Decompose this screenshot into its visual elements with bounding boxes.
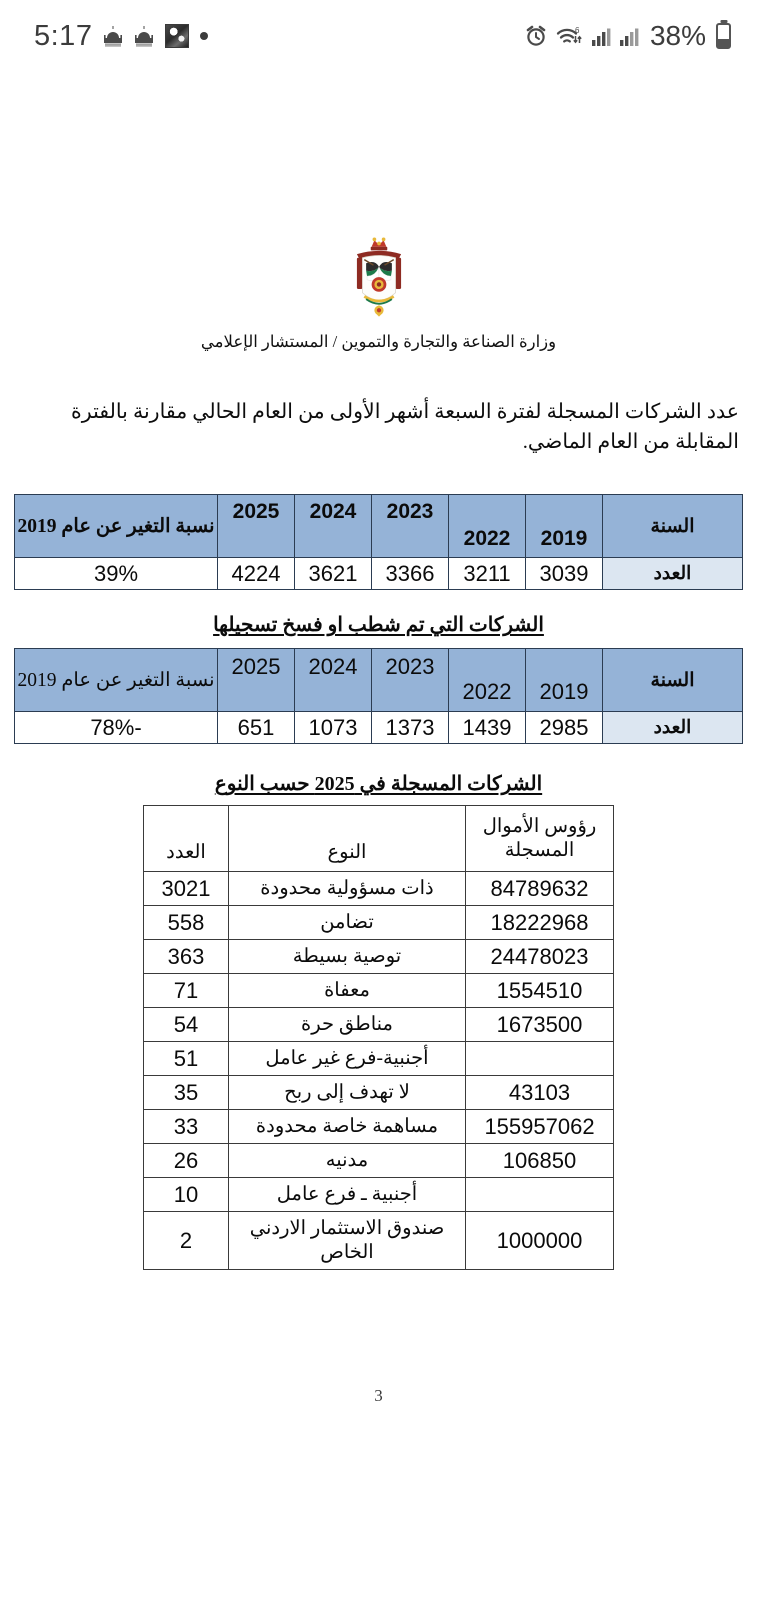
value-2023: 1373 [372,712,449,744]
cancelled-companies-title: الشركات التي تم شطب او فسخ تسجيلها [213,614,544,637]
cell-capital: 1673500 [466,1008,614,1042]
cell-type: مساهمة خاصة محدودة [229,1110,466,1144]
cell-type: توصية بسيطة [229,940,466,974]
cell-count: 33 [144,1110,229,1144]
cell-type: مدنيه [229,1144,466,1178]
intro-paragraph: عدد الشركات المسجلة لفترة السبعة أشهر الأولى من العام الحالي مقارنة بالفترة المقابلة من العام الماضي. [71,401,739,453]
cell-type: أجنبية-فرع غير عامل [229,1042,466,1076]
header-year-2022: 2022 [449,649,526,712]
table-row [144,1144,614,1178]
table-row [144,1178,614,1212]
status-bar-clock: 5:17 [34,19,93,52]
value-2019: 3039 [526,558,603,590]
signal-icon [591,24,611,48]
signal-icon [619,24,639,48]
alarm-icon [524,24,548,48]
table-row [144,1110,614,1144]
table-header-row [15,649,743,712]
registered-companies-table-wrap [0,494,757,590]
value-2025: 651 [218,712,295,744]
table-row [144,1212,614,1270]
value-change: 39% [15,558,218,590]
header-year-2025: 2025 [218,649,295,712]
cell-capital [466,1042,614,1076]
header-year-2019: 2019 [526,649,603,712]
table-row [144,974,614,1008]
dot-icon [200,32,208,40]
value-2022: 3211 [449,558,526,590]
table-row [15,712,743,744]
cell-type: تضامن [229,906,466,940]
header-change-vs-2019: نسبة التغير عن عام 2019 [15,649,218,712]
header-year-2025: 2025 [218,495,295,558]
cell-count: 35 [144,1076,229,1110]
cell-count: 71 [144,974,229,1008]
companies-by-type-table [143,805,614,1270]
table-row [15,558,743,590]
crest-container [0,232,757,324]
table-header-row [144,806,614,872]
registered-companies-table [14,494,743,590]
cell-type: صندوق الاستثمار الاردني الخاص [229,1212,466,1270]
row-label-count: العدد [603,712,743,744]
mosque-icon [103,25,123,47]
cell-capital: 106850 [466,1144,614,1178]
table-header-row [15,495,743,558]
cell-count: 363 [144,940,229,974]
header-type: النوع [229,806,466,872]
cell-capital: 155957062 [466,1110,614,1144]
value-2025: 4224 [218,558,295,590]
header-year-2023: 2023 [372,649,449,712]
cell-count: 10 [144,1178,229,1212]
battery-icon [716,23,731,49]
cell-capital: 1000000 [466,1212,614,1270]
cell-capital: 84789632 [466,872,614,906]
cell-type: لا تهدف إلى ربح [229,1076,466,1110]
table-row [144,906,614,940]
cell-type: أجنبية ـ فرع عامل [229,1178,466,1212]
header-count: العدد [144,806,229,872]
status-bar [0,0,757,72]
header-year-2022: 2022 [449,495,526,558]
jordan-coat-of-arms-icon [333,232,425,324]
cell-type: مناطق حرة [229,1008,466,1042]
cancelled-companies-table [14,648,743,744]
svg-text:6: 6 [574,26,580,35]
header-year-2019: 2019 [526,495,603,558]
value-2023: 3366 [372,558,449,590]
header-year-2024: 2024 [295,495,372,558]
value-2022: 1439 [449,712,526,744]
document-content [0,72,757,1406]
header-row-label: السنة [603,495,743,558]
value-2019: 2985 [526,712,603,744]
cell-capital [466,1178,614,1212]
page-number: 3 [374,1386,383,1406]
table-row [144,1042,614,1076]
table-row [144,872,614,906]
status-bar-left [34,20,208,53]
by-type-title: الشركات المسجلة في 2025 حسب النوع [214,773,543,796]
cell-count: 558 [144,906,229,940]
cell-capital: 18222968 [466,906,614,940]
photo-icon [165,24,189,48]
status-bar-right [524,20,731,52]
cell-count: 3021 [144,872,229,906]
cell-type: معفاة [229,974,466,1008]
value-change: -78% [15,712,218,744]
table-row [144,1076,614,1110]
row-label-count: العدد [603,558,743,590]
header-year-2023: 2023 [372,495,449,558]
header-capital: رؤوس الأموال المسجلة [466,806,614,872]
mosque-icon [134,25,154,47]
cell-capital: 24478023 [466,940,614,974]
battery-percent-label: 38% [649,20,706,51]
cell-capital: 43103 [466,1076,614,1110]
ministry-title: وزارة الصناعة والتجارة والتموين / المستشار الإعلامي [200,332,557,351]
cell-count: 54 [144,1008,229,1042]
cell-type: ذات مسؤولية محدودة [229,872,466,906]
cell-count: 26 [144,1144,229,1178]
value-2024: 3621 [295,558,372,590]
table-row [144,1008,614,1042]
header-change-vs-2019: نسبة التغير عن عام 2019 [15,495,218,558]
header-row-label: السنة [603,649,743,712]
value-2024: 1073 [295,712,372,744]
cell-capital: 1554510 [466,974,614,1008]
cell-count: 2 [144,1212,229,1270]
wifi-6-icon [556,24,583,48]
table-row [144,940,614,974]
cell-count: 51 [144,1042,229,1076]
cancelled-companies-table-wrap [0,648,757,744]
header-year-2024: 2024 [295,649,372,712]
